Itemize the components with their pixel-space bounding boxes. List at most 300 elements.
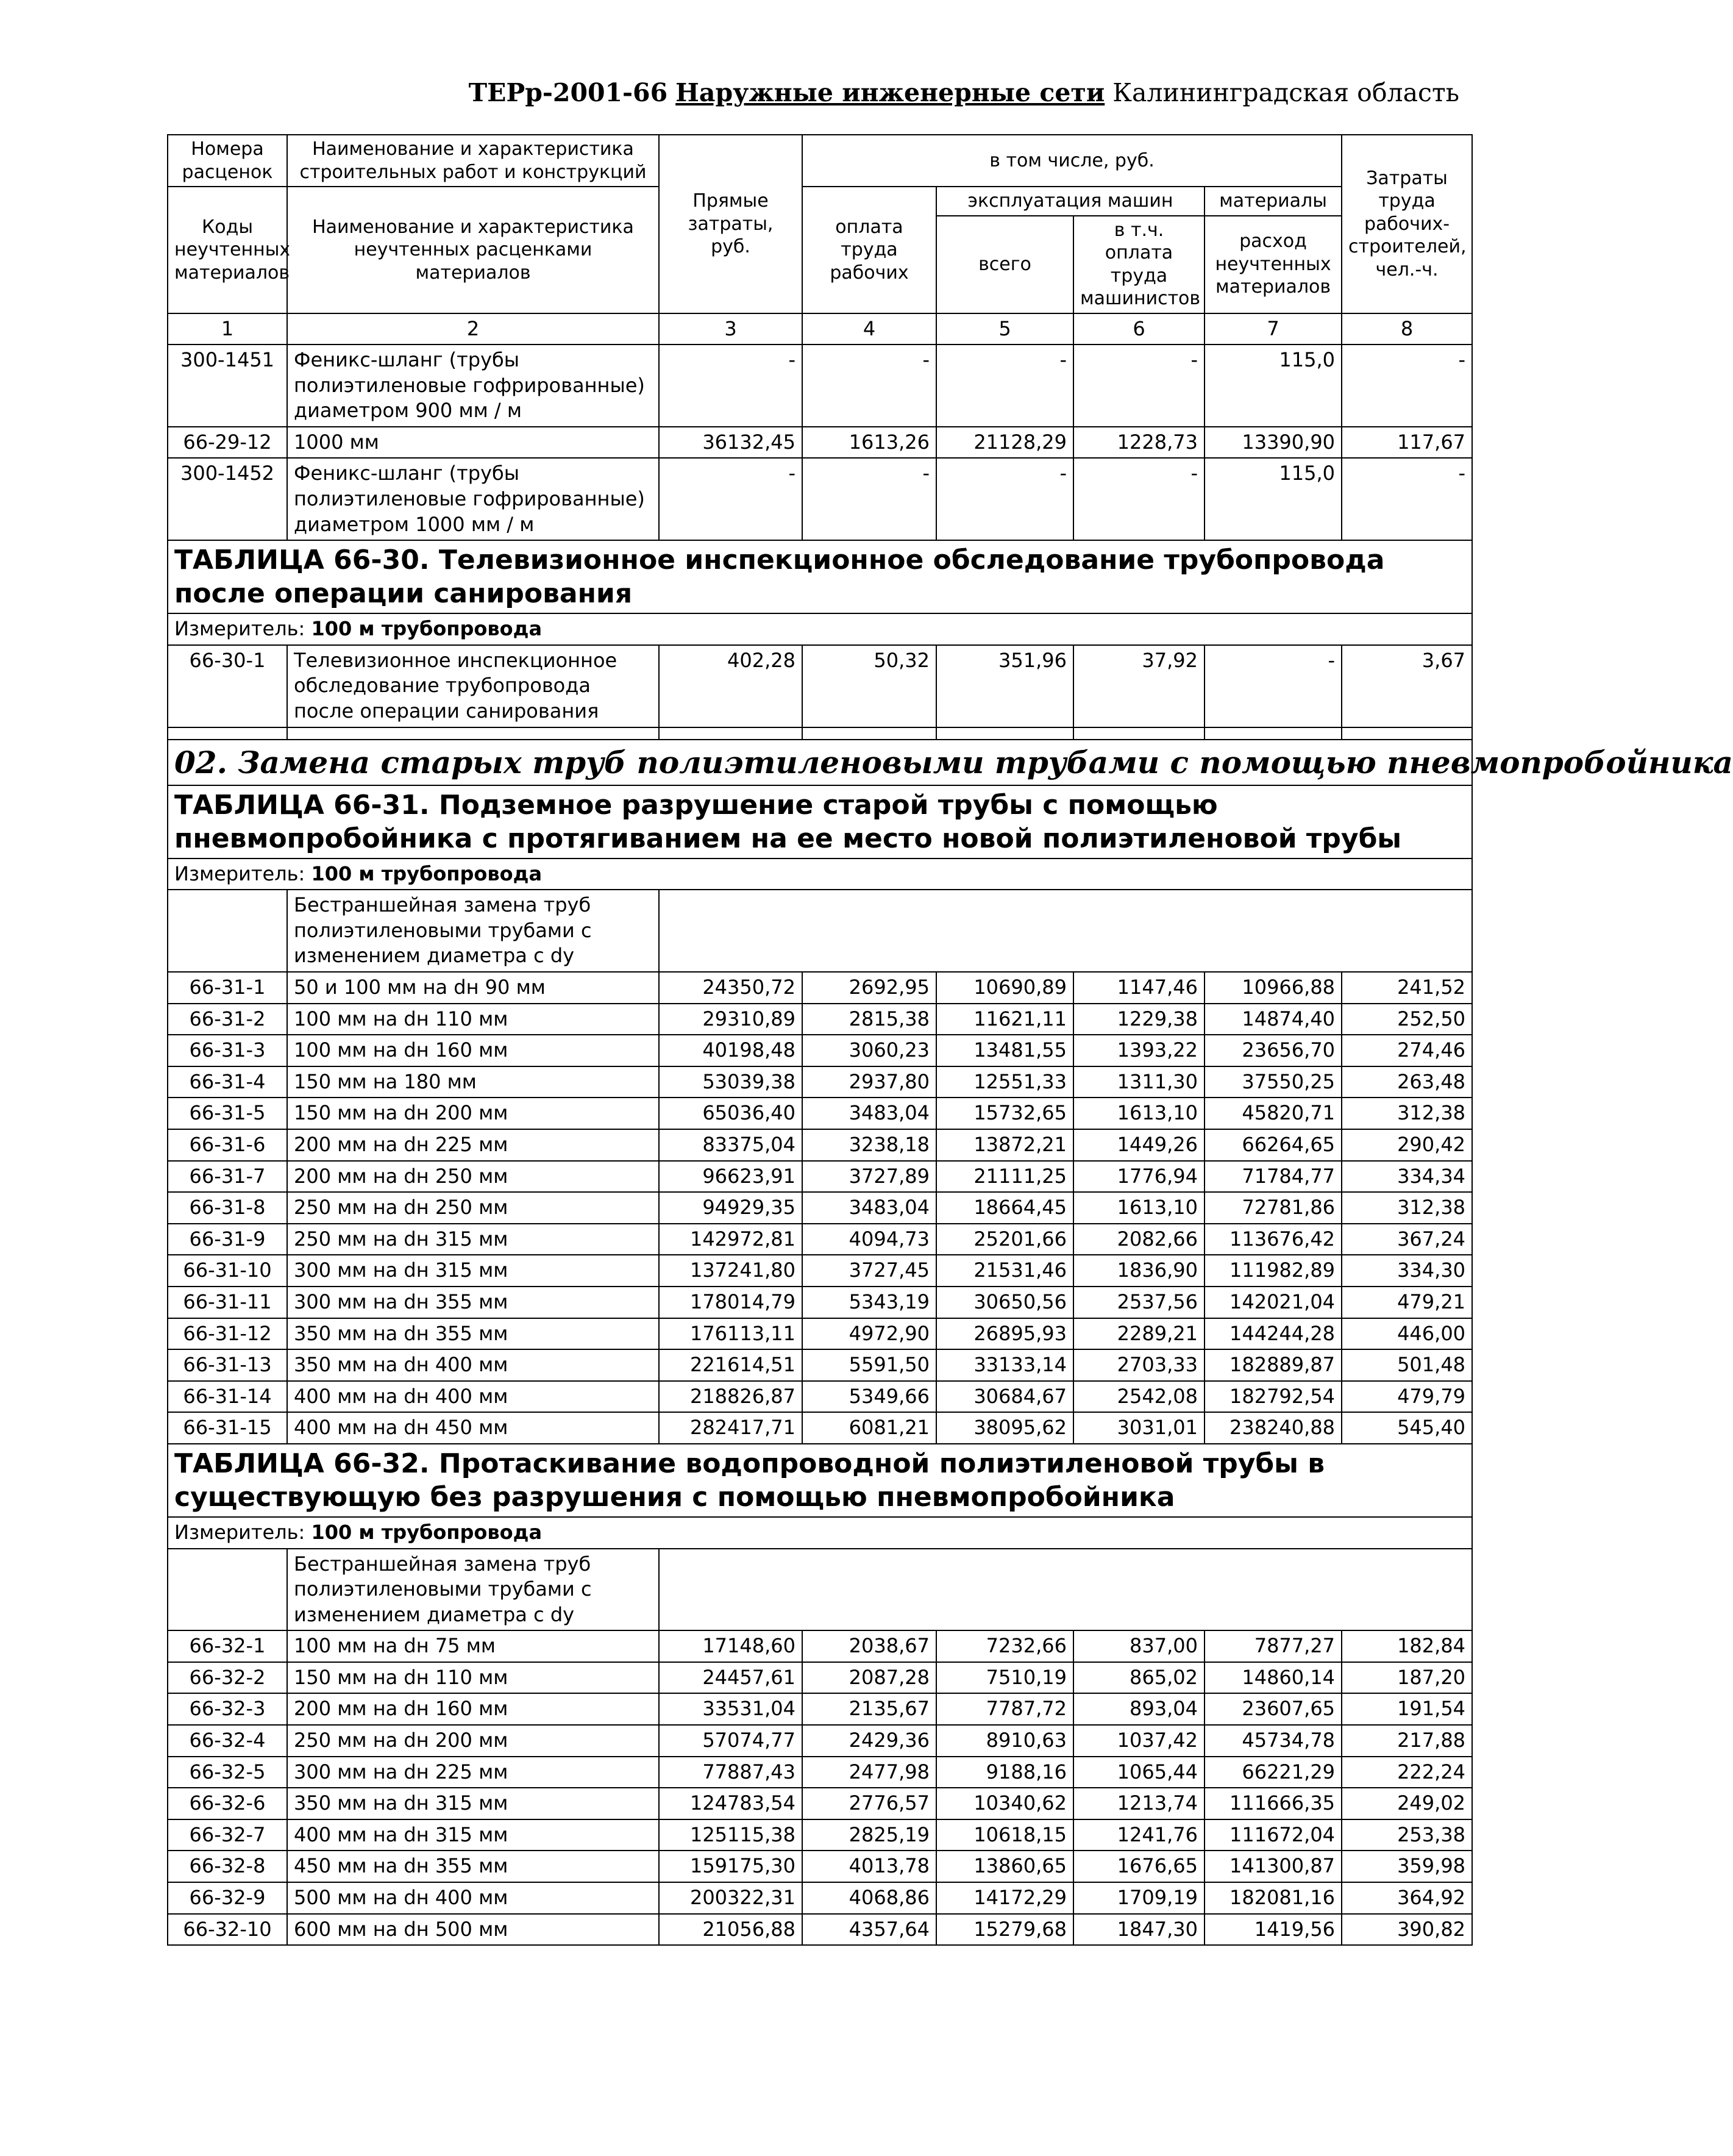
rate-name: 300 мм на dн 225 мм — [287, 1757, 659, 1788]
rate-code: 66-31-10 — [168, 1255, 287, 1287]
value-cell: 14172,29 — [936, 1882, 1073, 1914]
value-cell: 6081,21 — [802, 1412, 936, 1444]
value-cell: 7510,19 — [936, 1662, 1073, 1694]
value-cell: 865,02 — [1073, 1662, 1205, 1694]
value-cell: 479,21 — [1342, 1287, 1472, 1318]
value-cell: - — [802, 344, 936, 427]
table-row — [168, 1725, 1472, 1757]
column-number: 7 — [1205, 313, 1342, 345]
value-cell: 312,38 — [1342, 1098, 1472, 1129]
rate-code: 300-1452 — [168, 458, 287, 540]
value-cell: 1847,30 — [1073, 1914, 1205, 1946]
value-cell: 4068,86 — [802, 1882, 936, 1914]
table-row — [168, 1757, 1472, 1788]
value-cell: 446,00 — [1342, 1318, 1472, 1350]
table-title: ТАБЛИЦА 66-31. Подземное разрушение старой трубы с помощью пневмопробойника с протягиванием на ее место новой полиэтиленовой трубы — [168, 785, 1472, 858]
value-cell: 23607,65 — [1205, 1693, 1342, 1725]
group-label: Бестраншейная замена труб полиэтиленовыми трубами с изменением диаметра с dy — [287, 890, 659, 972]
table-row — [168, 1412, 1472, 1444]
table-row — [168, 1035, 1472, 1066]
value-cell: 33531,04 — [659, 1693, 802, 1725]
value-cell: 1311,30 — [1073, 1066, 1205, 1098]
value-cell: 29310,89 — [659, 1004, 802, 1035]
value-cell: 24350,72 — [659, 972, 802, 1004]
value-cell: 5349,66 — [802, 1381, 936, 1413]
value-cell: 71784,77 — [1205, 1161, 1342, 1193]
rate-code: 66-32-9 — [168, 1882, 287, 1914]
value-cell: 837,00 — [1073, 1630, 1205, 1662]
value-cell: 3060,23 — [802, 1035, 936, 1066]
value-cell: 252,50 — [1342, 1004, 1472, 1035]
spacer-row — [168, 727, 1472, 740]
value-cell: 182792,54 — [1205, 1381, 1342, 1413]
value-cell: 2815,38 — [802, 1004, 936, 1035]
value-cell: 263,48 — [1342, 1066, 1472, 1098]
value-cell: 2825,19 — [802, 1819, 936, 1851]
table-row — [168, 458, 1472, 540]
value-cell: 290,42 — [1342, 1129, 1472, 1161]
header-row-2 — [168, 187, 1472, 216]
rate-name: 150 мм на 180 мм — [287, 1066, 659, 1098]
value-cell: 182889,87 — [1205, 1349, 1342, 1381]
value-cell: 4094,73 — [802, 1224, 936, 1255]
table-row — [168, 1662, 1472, 1694]
rate-code: 66-31-7 — [168, 1161, 287, 1193]
col-header-labor-pay: оплата труда рабочих — [802, 187, 936, 313]
rate-code: 66-32-2 — [168, 1662, 287, 1694]
value-cell: - — [936, 458, 1073, 540]
value-cell: 1613,26 — [802, 427, 936, 459]
table-row — [168, 1161, 1472, 1193]
value-cell: 2542,08 — [1073, 1381, 1205, 1413]
rate-name: 350 мм на dн 400 мм — [287, 1349, 659, 1381]
value-cell: 217,88 — [1342, 1725, 1472, 1757]
value-cell: 5591,50 — [802, 1349, 936, 1381]
rate-code: 66-32-3 — [168, 1693, 287, 1725]
table-row — [168, 1914, 1472, 1946]
rate-code: 66-31-3 — [168, 1035, 287, 1066]
value-cell: 364,92 — [1342, 1882, 1472, 1914]
value-cell: 11621,11 — [936, 1004, 1073, 1035]
value-cell: 249,02 — [1342, 1788, 1472, 1819]
value-cell: 37,92 — [1073, 645, 1205, 727]
value-cell: 1241,76 — [1073, 1819, 1205, 1851]
value-cell: 142021,04 — [1205, 1287, 1342, 1318]
column-number: 1 — [168, 313, 287, 345]
table-title: ТАБЛИЦА 66-32. Протаскивание водопроводной полиэтиленовой трубы в существующую без разрушения с помощью пневмопробойника — [168, 1444, 1472, 1517]
rate-code: 66-31-11 — [168, 1287, 287, 1318]
table-row — [168, 1349, 1472, 1381]
value-cell: 4972,90 — [802, 1318, 936, 1350]
measure — [168, 613, 1472, 645]
value-cell: 253,38 — [1342, 1819, 1472, 1851]
value-cell: 12551,33 — [936, 1066, 1073, 1098]
value-cell: 3727,89 — [802, 1161, 936, 1193]
rate-code: 66-32-6 — [168, 1788, 287, 1819]
value-cell: 8910,63 — [936, 1725, 1073, 1757]
value-cell: 45820,71 — [1205, 1098, 1342, 1129]
table-title: ТАБЛИЦА 66-30. Телевизионное инспекционное обследование трубопровода после операции санирования — [168, 540, 1472, 613]
value-cell: 187,20 — [1342, 1662, 1472, 1694]
value-cell: 144244,28 — [1205, 1318, 1342, 1350]
measure-value: 100 м трубопровода — [311, 862, 543, 885]
value-cell: 3238,18 — [802, 1129, 936, 1161]
table-row — [168, 1819, 1472, 1851]
value-cell: 57074,77 — [659, 1725, 802, 1757]
value-cell: 117,67 — [1342, 427, 1472, 459]
measure-row — [168, 613, 1472, 645]
value-cell: 182081,16 — [1205, 1882, 1342, 1914]
table-body — [168, 135, 1733, 1945]
value-cell: 1449,26 — [1073, 1129, 1205, 1161]
rate-name: 300 мм на dн 355 мм — [287, 1287, 659, 1318]
value-cell: 241,52 — [1342, 972, 1472, 1004]
header-row-1 — [168, 135, 1472, 187]
rate-code: 66-31-2 — [168, 1004, 287, 1035]
measure-value: 100 м трубопровода — [311, 1520, 543, 1544]
value-cell: 402,28 — [659, 645, 802, 727]
value-cell: 50,32 — [802, 645, 936, 727]
rate-code: 66-31-4 — [168, 1066, 287, 1098]
value-cell: 2087,28 — [802, 1662, 936, 1694]
value-cell: 25201,66 — [936, 1224, 1073, 1255]
col-header-name2: Наименование и характеристика неучтенных расценками материалов — [287, 187, 659, 313]
value-cell: 5343,19 — [802, 1287, 936, 1318]
col-header-machinist: в т.ч. оплата труда машинистов — [1073, 216, 1205, 313]
value-cell: 218826,87 — [659, 1381, 802, 1413]
rate-name: 100 мм на dн 75 мм — [287, 1630, 659, 1662]
table-row — [168, 972, 1472, 1004]
value-cell: 15279,68 — [936, 1914, 1073, 1946]
value-cell: 7787,72 — [936, 1693, 1073, 1725]
value-cell: 2692,95 — [802, 972, 936, 1004]
table-row — [168, 1851, 1472, 1882]
value-cell: 159175,30 — [659, 1851, 802, 1882]
value-cell: 3031,01 — [1073, 1412, 1205, 1444]
measure-label: Измеритель: — [174, 862, 305, 885]
value-cell: 13481,55 — [936, 1035, 1073, 1066]
value-cell: 111982,89 — [1205, 1255, 1342, 1287]
value-cell: 66221,29 — [1205, 1757, 1342, 1788]
rate-name: 400 мм на dн 315 мм — [287, 1819, 659, 1851]
value-cell: 30684,67 — [936, 1381, 1073, 1413]
value-cell: 4013,78 — [802, 1851, 936, 1882]
rate-code: 66-31-6 — [168, 1129, 287, 1161]
value-cell: 15732,65 — [936, 1098, 1073, 1129]
value-cell: 137241,80 — [659, 1255, 802, 1287]
value-cell: 37550,25 — [1205, 1066, 1342, 1098]
rate-code: 66-32-4 — [168, 1725, 287, 1757]
value-cell: 111672,04 — [1205, 1819, 1342, 1851]
table-row — [168, 427, 1472, 459]
table-row — [168, 344, 1472, 427]
table-row — [168, 1788, 1472, 1819]
value-cell: 367,24 — [1342, 1224, 1472, 1255]
group-row — [168, 890, 1472, 972]
rate-name: 400 мм на dн 400 мм — [287, 1381, 659, 1413]
value-cell: 222,24 — [1342, 1757, 1472, 1788]
col-header-machines: эксплуатация машин — [936, 187, 1205, 216]
measure-value: 100 м трубопровода — [311, 617, 543, 641]
table-row — [168, 645, 1472, 727]
value-cell: 1836,90 — [1073, 1255, 1205, 1287]
rate-name: 600 мм на dн 500 мм — [287, 1914, 659, 1946]
value-cell: 10690,89 — [936, 972, 1073, 1004]
value-cell: 893,04 — [1073, 1693, 1205, 1725]
value-cell: 24457,61 — [659, 1662, 802, 1694]
value-cell: 21111,25 — [936, 1161, 1073, 1193]
section-row — [168, 740, 1472, 785]
value-cell: 1709,19 — [1073, 1882, 1205, 1914]
rate-code: 66-31-1 — [168, 972, 287, 1004]
value-cell: 1676,65 — [1073, 1851, 1205, 1882]
table-row — [168, 1129, 1472, 1161]
rate-code: 66-30-1 — [168, 645, 287, 727]
value-cell: 4357,64 — [802, 1914, 936, 1946]
rate-name: 450 мм на dн 355 мм — [287, 1851, 659, 1882]
value-cell: 390,82 — [1342, 1914, 1472, 1946]
value-cell: 1229,38 — [1073, 1004, 1205, 1035]
value-cell: 1213,74 — [1073, 1788, 1205, 1819]
value-cell: - — [802, 458, 936, 540]
rate-name: 250 мм на dн 315 мм — [287, 1224, 659, 1255]
value-cell: - — [1342, 458, 1472, 540]
value-cell: 115,0 — [1205, 458, 1342, 540]
value-cell: 2429,36 — [802, 1725, 936, 1757]
value-cell: 334,30 — [1342, 1255, 1472, 1287]
rate-code: 66-31-12 — [168, 1318, 287, 1350]
measure-label: Измеритель: — [174, 617, 305, 641]
table-row — [168, 1882, 1472, 1914]
value-cell: 125115,38 — [659, 1819, 802, 1851]
rate-name: 150 мм на dн 110 мм — [287, 1662, 659, 1694]
value-cell: 38095,62 — [936, 1412, 1073, 1444]
value-cell: - — [936, 344, 1073, 427]
value-cell: 10966,88 — [1205, 972, 1342, 1004]
value-cell: 545,40 — [1342, 1412, 1472, 1444]
col-header-labor — [1342, 135, 1472, 313]
rate-name: 200 мм на dн 160 мм — [287, 1693, 659, 1725]
value-cell: 14860,14 — [1205, 1662, 1342, 1694]
value-cell: 124783,54 — [659, 1788, 802, 1819]
group-row — [168, 1549, 1472, 1631]
value-cell: 21056,88 — [659, 1914, 802, 1946]
price-table — [167, 134, 1733, 1946]
value-cell: 9188,16 — [936, 1757, 1073, 1788]
value-cell: 7877,27 — [1205, 1630, 1342, 1662]
rate-name: 200 мм на dн 250 мм — [287, 1161, 659, 1193]
value-cell: 2477,98 — [802, 1757, 936, 1788]
value-cell: 176113,11 — [659, 1318, 802, 1350]
value-cell: 238240,88 — [1205, 1412, 1342, 1444]
value-cell: 1613,10 — [1073, 1192, 1205, 1224]
table-row — [168, 1224, 1472, 1255]
value-cell: 21531,46 — [936, 1255, 1073, 1287]
header-name: Наружные инженерные сети — [675, 78, 1105, 107]
table-title-row — [168, 785, 1472, 858]
rate-code: 66-32-5 — [168, 1757, 287, 1788]
table-row — [168, 1381, 1472, 1413]
value-cell: 359,98 — [1342, 1851, 1472, 1882]
value-cell: 113676,42 — [1205, 1224, 1342, 1255]
value-cell: 10340,62 — [936, 1788, 1073, 1819]
rate-name: 300 мм на dн 315 мм — [287, 1255, 659, 1287]
value-cell: - — [1073, 458, 1205, 540]
rate-name: 200 мм на dн 225 мм — [287, 1129, 659, 1161]
value-cell: 40198,48 — [659, 1035, 802, 1066]
value-cell: 182,84 — [1342, 1630, 1472, 1662]
value-cell: - — [659, 344, 802, 427]
value-cell: 7232,66 — [936, 1630, 1073, 1662]
value-cell: 2537,56 — [1073, 1287, 1205, 1318]
rate-code: 66-31-13 — [168, 1349, 287, 1381]
measure-row — [168, 1517, 1472, 1549]
value-cell: - — [1342, 344, 1472, 427]
rate-name: 100 мм на dн 110 мм — [287, 1004, 659, 1035]
value-cell: 479,79 — [1342, 1381, 1472, 1413]
rate-code: 66-29-12 — [168, 427, 287, 459]
rate-name: 250 мм на dн 250 мм — [287, 1192, 659, 1224]
rate-name: 400 мм на dн 450 мм — [287, 1412, 659, 1444]
value-cell: 23656,70 — [1205, 1035, 1342, 1066]
value-cell: - — [659, 458, 802, 540]
value-cell: 33133,14 — [936, 1349, 1073, 1381]
table-row — [168, 1630, 1472, 1662]
value-cell: 501,48 — [1342, 1349, 1472, 1381]
value-cell: 3727,45 — [802, 1255, 936, 1287]
table-row — [168, 1004, 1472, 1035]
group-label: Бестраншейная замена труб полиэтиленовыми трубами с изменением диаметра с dy — [287, 1549, 659, 1631]
column-number-row — [168, 313, 1472, 345]
column-number: 2 — [287, 313, 659, 345]
value-cell: 53039,38 — [659, 1066, 802, 1098]
value-cell: 83375,04 — [659, 1129, 802, 1161]
value-cell: 94929,35 — [659, 1192, 802, 1224]
value-cell: 14874,40 — [1205, 1004, 1342, 1035]
table-row — [168, 1192, 1472, 1224]
value-cell: 13860,65 — [936, 1851, 1073, 1882]
value-cell: 72781,86 — [1205, 1192, 1342, 1224]
rate-code: 66-32-7 — [168, 1819, 287, 1851]
value-cell: 18664,45 — [936, 1192, 1073, 1224]
col-header-num: Номера расценок — [168, 135, 287, 187]
value-cell: 66264,65 — [1205, 1129, 1342, 1161]
value-cell: 334,34 — [1342, 1161, 1472, 1193]
value-cell: 21128,29 — [936, 427, 1073, 459]
value-cell: 2289,21 — [1073, 1318, 1205, 1350]
rate-name: 1000 мм — [287, 427, 659, 459]
value-cell: 77887,43 — [659, 1757, 802, 1788]
value-cell: 30650,56 — [936, 1287, 1073, 1318]
col-header-total: всего — [936, 216, 1073, 313]
table-row — [168, 1066, 1472, 1098]
rate-name: 500 мм на dн 400 мм — [287, 1882, 659, 1914]
value-cell: 13872,21 — [936, 1129, 1073, 1161]
value-cell: 191,54 — [1342, 1693, 1472, 1725]
rate-code: 300-1451 — [168, 344, 287, 427]
value-cell: 2135,67 — [802, 1693, 936, 1725]
value-cell: 142972,81 — [659, 1224, 802, 1255]
col-header-incl: в том числе, руб. — [802, 135, 1342, 187]
rate-code: 66-32-1 — [168, 1630, 287, 1662]
value-cell: 3483,04 — [802, 1192, 936, 1224]
value-cell: 1037,42 — [1073, 1725, 1205, 1757]
rate-name: 50 и 100 мм на dн 90 мм — [287, 972, 659, 1004]
column-number: 5 — [936, 313, 1073, 345]
rate-code: 66-31-15 — [168, 1412, 287, 1444]
table-title-row — [168, 540, 1472, 613]
value-cell: 2038,67 — [802, 1630, 936, 1662]
value-cell: 3,67 — [1342, 645, 1472, 727]
value-cell: 1065,44 — [1073, 1757, 1205, 1788]
rate-code: 66-32-10 — [168, 1914, 287, 1946]
col-header-name: Наименование и характеристика строительных работ и конструкций — [287, 135, 659, 187]
value-cell: 111666,35 — [1205, 1788, 1342, 1819]
value-cell: 13390,90 — [1205, 427, 1342, 459]
rate-name: Телевизионное инспекционное обследование трубопровода после операции санирования — [287, 645, 659, 727]
rate-code: 66-32-8 — [168, 1851, 287, 1882]
column-number: 3 — [659, 313, 802, 345]
value-cell: 1228,73 — [1073, 427, 1205, 459]
table-title-row — [168, 1444, 1472, 1517]
col-header-labor-unit: чел.-ч. — [1375, 259, 1439, 280]
col-header-codes: Коды неучтенных материалов — [168, 187, 287, 313]
rate-name: Феникс-шланг (трубы полиэтиленовые гофрированные) диаметром 900 мм / м — [287, 344, 659, 427]
document-header — [469, 78, 1459, 107]
value-cell: 2776,57 — [802, 1788, 936, 1819]
col-header-labor-text: Затраты труда рабочих-строителей, — [1348, 167, 1467, 257]
rate-name: 150 мм на dн 200 мм — [287, 1098, 659, 1129]
value-cell: - — [1205, 645, 1342, 727]
col-header-materials: материалы — [1205, 187, 1342, 216]
column-number: 6 — [1073, 313, 1205, 345]
value-cell: 2082,66 — [1073, 1224, 1205, 1255]
value-cell: 45734,78 — [1205, 1725, 1342, 1757]
value-cell: 3483,04 — [802, 1098, 936, 1129]
rate-name: 350 мм на dн 315 мм — [287, 1788, 659, 1819]
col-header-mat-cons: расход неучтенных материалов — [1205, 216, 1342, 313]
value-cell: 1419,56 — [1205, 1914, 1342, 1946]
value-cell: 1393,22 — [1073, 1035, 1205, 1066]
table-row — [168, 1693, 1472, 1725]
rate-code: 66-31-5 — [168, 1098, 287, 1129]
value-cell: 141300,87 — [1205, 1851, 1342, 1882]
rate-name: 250 мм на dн 200 мм — [287, 1725, 659, 1757]
value-cell: 178014,79 — [659, 1287, 802, 1318]
table-row — [168, 1287, 1472, 1318]
measure — [168, 858, 1472, 890]
rate-code: 66-31-8 — [168, 1192, 287, 1224]
section-title: 02. Замена старых труб полиэтиленовыми трубами с помощью пневмопробойника — [168, 740, 1472, 785]
column-number: 4 — [802, 313, 936, 345]
column-number: 8 — [1342, 313, 1472, 345]
value-cell: 17148,60 — [659, 1630, 802, 1662]
rate-name: 100 мм на dн 160 мм — [287, 1035, 659, 1066]
col-header-direct: Прямые затраты, руб. — [659, 135, 802, 313]
rate-code: 66-31-14 — [168, 1381, 287, 1413]
value-cell: 26895,93 — [936, 1318, 1073, 1350]
header-code: ТЕРр-2001-66 — [468, 78, 668, 107]
value-cell: 10618,15 — [936, 1819, 1073, 1851]
rate-name: Феникс-шланг (трубы полиэтиленовые гофрированные) диаметром 1000 мм / м — [287, 458, 659, 540]
table-row — [168, 1318, 1472, 1350]
value-cell: 282417,71 — [659, 1412, 802, 1444]
value-cell: 96623,91 — [659, 1161, 802, 1193]
rate-code: 66-31-9 — [168, 1224, 287, 1255]
value-cell: 1147,46 — [1073, 972, 1205, 1004]
header-region: Калининградская область — [1112, 78, 1459, 107]
value-cell: 200322,31 — [659, 1882, 802, 1914]
